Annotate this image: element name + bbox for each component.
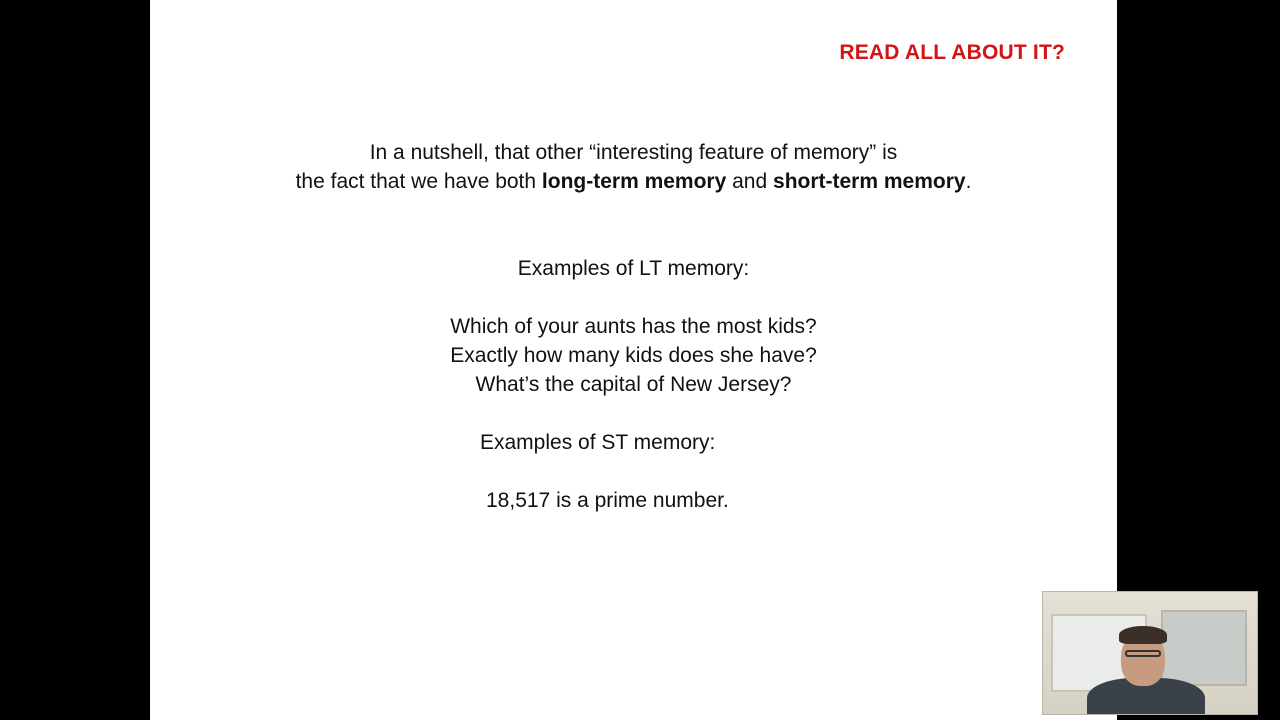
intro-text-a: the fact that we have both <box>295 170 542 193</box>
presenter-webcam-overlay <box>1042 591 1258 715</box>
lt-heading: Examples of LT memory: <box>517 257 750 280</box>
st-example: 18,517 is a prime number. <box>486 489 729 512</box>
short-term-memory-term: short-term memory <box>773 170 966 193</box>
st-heading: Examples of ST memory: <box>480 431 716 454</box>
presenter-hair <box>1119 626 1167 644</box>
long-term-memory-term: long-term memory <box>541 170 727 193</box>
intro-line-1: In a nutshell, that other “interesting feature of memory” is <box>369 141 898 164</box>
lt-example: What’s the capital of New Jersey? <box>475 373 792 396</box>
lt-example: Exactly how many kids does she have? <box>450 344 817 367</box>
webcam-window <box>1161 610 1247 686</box>
presenter-glasses <box>1125 650 1161 657</box>
intro-text-c: and <box>726 170 774 193</box>
lt-example: Which of your aunts has the most kids? <box>450 315 817 338</box>
intro-text-e: . <box>965 170 972 193</box>
slide <box>150 0 1117 720</box>
intro-line-2 <box>150 170 1117 194</box>
slide-title: READ ALL ABOUT IT? <box>839 41 1065 64</box>
